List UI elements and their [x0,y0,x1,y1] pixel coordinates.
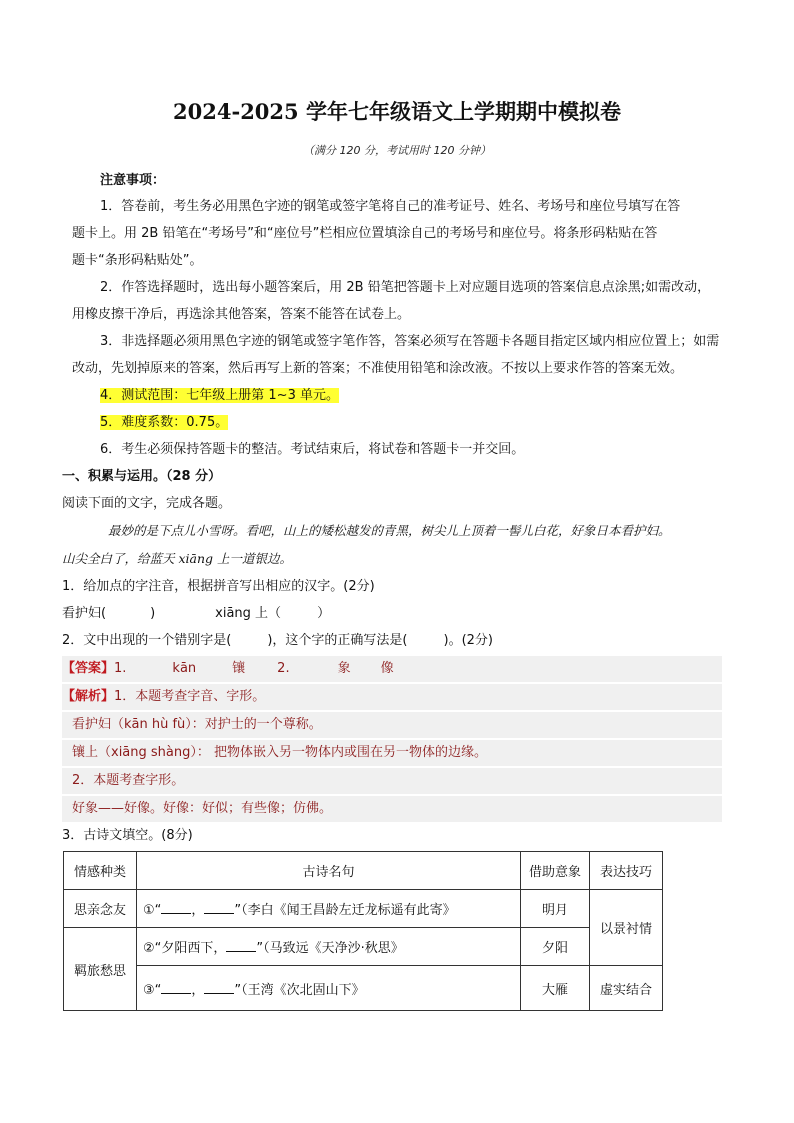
row2-verse [137,928,521,966]
row1-blank-2[interactable] [204,901,234,914]
analysis-2: 2．本题考查字形。 [72,773,185,788]
notice-item-1-line-1: 1．答卷前，考生务必用黑色字迹的钢笔或签字笔将自己的准考证号、姓名、考场号和座位号填写在答 [100,199,681,214]
notice-heading: 注意事项： [100,173,166,188]
answer-n2: 2. [277,661,290,676]
q1-b-label: xiāng 上（ [215,606,282,621]
header-emotion: 情感种类 [64,852,137,890]
header-verse: 古诗名句 [137,852,521,890]
analysis-line-1 [62,688,265,706]
q2-start: 2．文中出现的一个错别字是( [62,633,232,648]
question-2 [62,632,493,650]
analysis-xiang: 镶上（xiāng shàng）： 把物体嵌入另一物体内或围在另一物体的边缘。 [72,745,487,760]
notice-item-3-line-2: 改动，先划掉原来的答案，然后再写上新的答案；不准使用铅笔和涂改液。不按以上要求作答的答案无效。 [72,361,684,376]
row2-suffix: ”（马致远《天净沙·秋思》 [256,941,404,956]
row3-technique: 虚实结合 [590,966,663,1011]
notice-item-3-line-1: 3．非选择题必须用黑色字迹的钢笔或签字笔作答，答案必须写在答题卡各题目指定区域内相应位置上；如需 [100,334,720,349]
row3-prefix: ③“ [143,982,162,998]
row2-image: 夕阳 [521,928,590,966]
analysis-kan: 看护妇（kān hù fù）：对护士的一个尊称。 [72,717,322,732]
table-row [64,966,663,1011]
row1-suffix: ”（李白《闻王昌龄左迁龙标遥有此寄》 [234,903,456,918]
row1-emotion: 思亲念友 [64,890,137,928]
page-subtitle: （满分 120 分，考试用时 120 分钟） [303,144,491,157]
row3-sep: ， [191,982,205,998]
passage-line-2: 山尖全白了，给蓝天 xiāng 上一道银边。 [62,551,292,566]
notice-item-2-line-1: 2．作答选择题时，选出每小题答案后，用 2B 铅笔把答题卡上对应题目选项的答案信息点涂黑;如需改动， [100,280,711,295]
q1-a-close: ) [150,606,156,621]
poem-table [63,851,663,1011]
q2-end: )。(2分) [443,633,493,648]
notice-item-2-line-2: 用橡皮擦干净后，再选涂其他答案，答案不能答在试卷上。 [72,307,411,322]
row3-image: 大雁 [521,966,590,1011]
question-1: 1．给加点的字注音，根据拼音写出相应的汉字。(2分) [62,579,375,594]
row1-verse [137,890,521,928]
section-1-intro: 阅读下面的文字，完成各题。 [62,496,232,511]
row2-blank[interactable] [226,939,256,952]
table-header-row [64,852,663,890]
row2-prefix: ②“夕阳西下， [143,941,227,956]
analysis-1: 1．本题考查字音、字形。 [114,689,266,704]
row1-prefix: ①“ [143,903,162,918]
notice-item-1-line-3: 题卡“条形码粘贴处”。 [72,253,203,268]
answer-n1: 1. [114,661,127,676]
row1-image: 明月 [521,890,590,928]
technique-shared: 以景衬情 [590,890,663,966]
passage-line-1: 最妙的是下点儿小雪呀。看吧，山上的矮松越发的青黑，树尖儿上顶着一髻儿白花，好象日本看护妇。 [108,523,671,538]
row1-blank-1[interactable] [161,901,191,914]
answer-kan: kān [172,661,197,676]
answer-xiang-char: 镶 [232,661,246,676]
row3-verse [137,966,521,1011]
answer-wrong-char: 象 [337,661,351,676]
notice-item-1-line-2: 题卡上。用 2B 铅笔在“考场号”和“座位号”栏相应位置填涂自己的考场号和座位号。将条形码粘贴在答 [72,226,658,241]
q1-b-close: ） [317,606,331,621]
analysis-hao: 好象——好像。好像：好似；有些像；仿佛。 [72,801,333,816]
table-row [64,928,663,966]
answer-correct-char: 像 [380,661,394,676]
page-title: 2024-2025 学年七年级语文上学期期中模拟卷 [173,99,621,124]
row3-blank-1[interactable] [161,981,191,994]
section-1-heading: 一、积累与运用。（28 分） [62,469,222,484]
notice-item-5-highlight: 5．难度系数：0.75。 [100,415,229,430]
header-image: 借助意象 [521,852,590,890]
row3-blank-2[interactable] [204,981,234,994]
notice-item-6: 6．考生必须保持答题卡的整洁。考试结束后，将试卷和答题卡一并交回。 [100,442,525,457]
question-1-blanks [62,605,330,623]
row1-sep: ， [191,903,205,918]
answer-line [62,660,394,678]
q1-a-label: 看护妇( [62,606,107,621]
answer-label: 【答案】 [62,661,115,676]
row3-suffix: ”（王湾《次北固山下》 [234,982,365,998]
header-technique: 表达技巧 [590,852,663,890]
question-3-title: 3．古诗文填空。(8分) [62,828,193,843]
notice-item-4-highlight: 4．测试范围：七年级上册第 1~3 单元。 [100,388,339,403]
row2-emotion: 羁旅愁思 [64,928,137,1011]
analysis-label: 【解析】 [62,689,115,704]
q2-mid: )，这个字的正确写法是( [267,633,408,648]
table-row [64,890,663,928]
